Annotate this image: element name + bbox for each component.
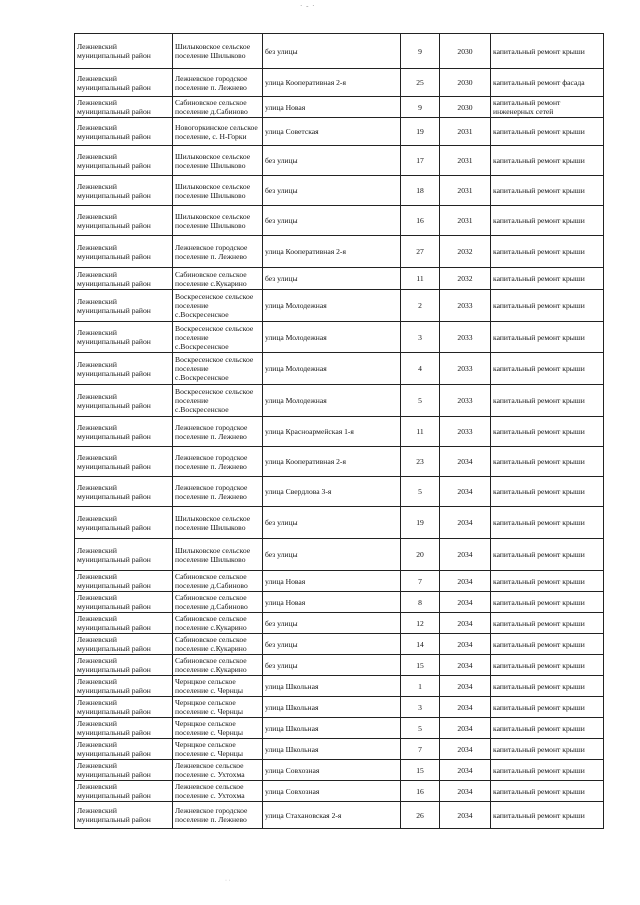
house-number-cell: 19 — [401, 507, 440, 539]
district-cell: Лежневский муниципальный район — [75, 760, 173, 781]
table-row — [75, 176, 604, 206]
work-type-cell: капитальный ремонт фасада — [491, 69, 604, 97]
work-type-cell: капитальный ремонт крыши — [491, 290, 604, 322]
work-type-cell: капитальный ремонт крыши — [491, 34, 604, 69]
district-cell: Лежневский муниципальный район — [75, 417, 173, 447]
work-type-cell: капитальный ремонт крыши — [491, 385, 604, 417]
district-cell: Лежневский муниципальный район — [75, 781, 173, 802]
table-row — [75, 655, 604, 676]
work-type-cell: капитальный ремонт крыши — [491, 634, 604, 655]
year-cell: 2034 — [440, 447, 491, 477]
house-number-cell: 7 — [401, 739, 440, 760]
table-row — [75, 539, 604, 571]
work-type-cell: капитальный ремонт крыши — [491, 571, 604, 592]
district-cell: Лежневский муниципальный район — [75, 592, 173, 613]
house-number-cell: 15 — [401, 655, 440, 676]
settlement-cell: Чернцкое сельское поселение с. Чернцы — [173, 676, 263, 697]
year-cell: 2034 — [440, 718, 491, 739]
settlement-cell: Лежневское городское поселение п. Лежнево — [173, 417, 263, 447]
street-cell: улица Красноармейская 1-я — [263, 417, 401, 447]
street-cell: улица Советская — [263, 118, 401, 146]
year-cell: 2034 — [440, 760, 491, 781]
settlement-cell: Воскресенское сельское поселение с.Воскресенское — [173, 353, 263, 385]
district-cell: Лежневский муниципальный район — [75, 118, 173, 146]
settlement-cell: Новогоркинское сельское поселение, с. Н-Горки — [173, 118, 263, 146]
district-cell: Лежневский муниципальный район — [75, 322, 173, 353]
work-type-cell: капитальный ремонт крыши — [491, 417, 604, 447]
table-row — [75, 146, 604, 176]
house-number-cell: 27 — [401, 236, 440, 268]
work-type-cell: капитальный ремонт крыши — [491, 613, 604, 634]
table-row — [75, 206, 604, 236]
district-cell: Лежневский муниципальный район — [75, 34, 173, 69]
year-cell: 2034 — [440, 739, 491, 760]
work-type-cell: капитальный ремонт инженерных сетей — [491, 97, 604, 118]
settlement-cell: Лежневское городское поселение п. Лежнево — [173, 69, 263, 97]
house-number-cell: 17 — [401, 146, 440, 176]
settlement-cell: Шилыковское сельское поселение Шилыково — [173, 146, 263, 176]
district-cell: Лежневский муниципальный район — [75, 97, 173, 118]
table-row — [75, 353, 604, 385]
work-type-cell: капитальный ремонт крыши — [491, 781, 604, 802]
settlement-cell: Шилыковское сельское поселение Шилыково — [173, 507, 263, 539]
work-type-cell: капитальный ремонт крыши — [491, 118, 604, 146]
settlement-cell: Лежневское городское поселение п. Лежнево — [173, 447, 263, 477]
district-cell: Лежневский муниципальный район — [75, 353, 173, 385]
table-row — [75, 697, 604, 718]
table-row — [75, 417, 604, 447]
house-number-cell: 8 — [401, 592, 440, 613]
year-cell: 2034 — [440, 781, 491, 802]
district-cell: Лежневский муниципальный район — [75, 571, 173, 592]
year-cell: 2033 — [440, 417, 491, 447]
year-cell: 2034 — [440, 697, 491, 718]
district-cell: Лежневский муниципальный район — [75, 739, 173, 760]
table-row — [75, 507, 604, 539]
house-number-cell: 5 — [401, 385, 440, 417]
house-number-cell: 15 — [401, 760, 440, 781]
year-cell: 2032 — [440, 236, 491, 268]
year-cell: 2034 — [440, 477, 491, 507]
house-number-cell: 16 — [401, 206, 440, 236]
settlement-cell: Воскресенское сельское поселение с.Воскресенское — [173, 290, 263, 322]
street-cell: улица Молодежная — [263, 353, 401, 385]
house-number-cell: 18 — [401, 176, 440, 206]
year-cell: 2034 — [440, 507, 491, 539]
year-cell: 2034 — [440, 676, 491, 697]
settlement-cell: Сабиновское сельское поселение д.Сабиново — [173, 97, 263, 118]
table-row — [75, 118, 604, 146]
table-row — [75, 739, 604, 760]
house-number-cell: 9 — [401, 34, 440, 69]
district-cell: Лежневский муниципальный район — [75, 206, 173, 236]
table-row — [75, 69, 604, 97]
table-row — [75, 613, 604, 634]
district-cell: Лежневский муниципальный район — [75, 176, 173, 206]
settlement-cell: Сабиновское сельское поселение с.Кукарино — [173, 613, 263, 634]
year-cell: 2030 — [440, 97, 491, 118]
year-cell: 2034 — [440, 634, 491, 655]
house-number-cell: 16 — [401, 781, 440, 802]
year-cell: 2032 — [440, 268, 491, 290]
table-row — [75, 592, 604, 613]
work-type-cell: капитальный ремонт крыши — [491, 146, 604, 176]
settlement-cell: Сабиновское сельское поселение д.Сабиново — [173, 592, 263, 613]
street-cell: улица Кооперативная 2-я — [263, 236, 401, 268]
house-number-cell: 20 — [401, 539, 440, 571]
settlement-cell: Лежневское городское поселение п. Лежнево — [173, 236, 263, 268]
year-cell: 2033 — [440, 322, 491, 353]
district-cell: Лежневский муниципальный район — [75, 676, 173, 697]
year-cell: 2031 — [440, 176, 491, 206]
street-cell: без улицы — [263, 176, 401, 206]
work-type-cell: капитальный ремонт крыши — [491, 592, 604, 613]
year-cell: 2031 — [440, 146, 491, 176]
street-cell: без улицы — [263, 613, 401, 634]
table-row — [75, 781, 604, 802]
work-type-cell: капитальный ремонт крыши — [491, 739, 604, 760]
table-row — [75, 268, 604, 290]
house-number-cell: 1 — [401, 676, 440, 697]
table-body — [75, 34, 604, 829]
street-cell: без улицы — [263, 146, 401, 176]
street-cell: улица Молодежная — [263, 290, 401, 322]
street-cell: улица Молодежная — [263, 322, 401, 353]
district-cell: Лежневский муниципальный район — [75, 507, 173, 539]
street-cell: без улицы — [263, 34, 401, 69]
house-number-cell: 3 — [401, 322, 440, 353]
house-number-cell: 12 — [401, 613, 440, 634]
work-type-cell: капитальный ремонт крыши — [491, 206, 604, 236]
settlement-cell: Воскресенское сельское поселение с.Воскресенское — [173, 385, 263, 417]
district-cell: Лежневский муниципальный район — [75, 718, 173, 739]
settlement-cell: Лежневское сельское поселение с. Ухтохма — [173, 760, 263, 781]
street-cell: улица Совхозная — [263, 781, 401, 802]
year-cell: 2034 — [440, 802, 491, 829]
street-cell: улица Школьная — [263, 676, 401, 697]
settlement-cell: Лежневское городское поселение п. Лежнево — [173, 477, 263, 507]
settlement-cell: Чернцкое сельское поселение с. Чернцы — [173, 697, 263, 718]
street-cell: улица Совхозная — [263, 760, 401, 781]
district-cell: Лежневский муниципальный район — [75, 802, 173, 829]
house-number-cell: 3 — [401, 697, 440, 718]
table-row — [75, 718, 604, 739]
table-row — [75, 97, 604, 118]
table-row — [75, 802, 604, 829]
year-cell: 2030 — [440, 34, 491, 69]
house-number-cell: 11 — [401, 268, 440, 290]
district-cell: Лежневский муниципальный район — [75, 655, 173, 676]
work-type-cell: капитальный ремонт крыши — [491, 236, 604, 268]
district-cell: Лежневский муниципальный район — [75, 236, 173, 268]
table-row — [75, 447, 604, 477]
house-number-cell: 25 — [401, 69, 440, 97]
house-number-cell: 19 — [401, 118, 440, 146]
street-cell: улица Школьная — [263, 697, 401, 718]
year-cell: 2030 — [440, 69, 491, 97]
table-row — [75, 34, 604, 69]
table-row — [75, 634, 604, 655]
table-row — [75, 477, 604, 507]
work-type-cell: капитальный ремонт крыши — [491, 655, 604, 676]
settlement-cell: Лежневское городское поселение п. Лежнево — [173, 802, 263, 829]
street-cell: улица Новая — [263, 571, 401, 592]
street-cell: без улицы — [263, 655, 401, 676]
house-number-cell: 14 — [401, 634, 440, 655]
year-cell: 2033 — [440, 290, 491, 322]
settlement-cell: Шилыковское сельское поселение Шилыково — [173, 176, 263, 206]
street-cell: улица Новая — [263, 592, 401, 613]
district-cell: Лежневский муниципальный район — [75, 477, 173, 507]
settlement-cell: Шилыковское сельское поселение Шилыково — [173, 206, 263, 236]
street-cell: улица Новая — [263, 97, 401, 118]
street-cell: без улицы — [263, 634, 401, 655]
settlement-cell: Шилыковское сельское поселение Шилыково — [173, 539, 263, 571]
work-type-cell: капитальный ремонт крыши — [491, 802, 604, 829]
year-cell: 2034 — [440, 539, 491, 571]
district-cell: Лежневский муниципальный район — [75, 697, 173, 718]
street-cell: улица Стахановская 2-я — [263, 802, 401, 829]
street-cell: улица Школьная — [263, 718, 401, 739]
table-row — [75, 322, 604, 353]
work-type-cell: капитальный ремонт крыши — [491, 718, 604, 739]
year-cell: 2033 — [440, 385, 491, 417]
district-cell: Лежневский муниципальный район — [75, 385, 173, 417]
house-number-cell: 26 — [401, 802, 440, 829]
district-cell: Лежневский муниципальный район — [75, 634, 173, 655]
work-type-cell: капитальный ремонт крыши — [491, 176, 604, 206]
repair-schedule-table — [74, 33, 604, 829]
settlement-cell: Сабиновское сельское поселение с.Кукарино — [173, 655, 263, 676]
settlement-cell: Чернцкое сельское поселение с. Чернцы — [173, 739, 263, 760]
table-row — [75, 760, 604, 781]
district-cell: Лежневский муниципальный район — [75, 146, 173, 176]
house-number-cell: 7 — [401, 571, 440, 592]
house-number-cell: 9 — [401, 97, 440, 118]
table-row — [75, 676, 604, 697]
house-number-cell: 5 — [401, 477, 440, 507]
scan-specks: · · — [225, 878, 231, 884]
table-row — [75, 290, 604, 322]
year-cell: 2031 — [440, 206, 491, 236]
year-cell: 2034 — [440, 613, 491, 634]
house-number-cell: 23 — [401, 447, 440, 477]
district-cell: Лежневский муниципальный район — [75, 268, 173, 290]
district-cell: Лежневский муниципальный район — [75, 539, 173, 571]
settlement-cell: Сабиновское сельское поселение д.Сабиново — [173, 571, 263, 592]
street-cell: улица Кооперативная 2-я — [263, 69, 401, 97]
table-row — [75, 571, 604, 592]
street-cell: без улицы — [263, 539, 401, 571]
work-type-cell: капитальный ремонт крыши — [491, 697, 604, 718]
street-cell: без улицы — [263, 268, 401, 290]
street-cell: улица Свердлова 3-я — [263, 477, 401, 507]
year-cell: 2034 — [440, 571, 491, 592]
street-cell: без улицы — [263, 206, 401, 236]
district-cell: Лежневский муниципальный район — [75, 613, 173, 634]
work-type-cell: капитальный ремонт крыши — [491, 760, 604, 781]
settlement-cell: Сабиновское сельское поселение с.Кукарино — [173, 268, 263, 290]
house-number-cell: 11 — [401, 417, 440, 447]
work-type-cell: капитальный ремонт крыши — [491, 322, 604, 353]
street-cell: улица Школьная — [263, 739, 401, 760]
work-type-cell: капитальный ремонт крыши — [491, 477, 604, 507]
street-cell: улица Молодежная — [263, 385, 401, 417]
year-cell: 2034 — [440, 592, 491, 613]
year-cell: 2034 — [440, 655, 491, 676]
work-type-cell: капитальный ремонт крыши — [491, 447, 604, 477]
house-number-cell: 2 — [401, 290, 440, 322]
settlement-cell: Лежневское сельское поселение с. Ухтохма — [173, 781, 263, 802]
work-type-cell: капитальный ремонт крыши — [491, 353, 604, 385]
settlement-cell: Воскресенское сельское поселение с.Воскресенское — [173, 322, 263, 353]
year-cell: 2031 — [440, 118, 491, 146]
house-number-cell: 4 — [401, 353, 440, 385]
work-type-cell: капитальный ремонт крыши — [491, 539, 604, 571]
table-row — [75, 385, 604, 417]
page-header-mark: · - · — [300, 2, 316, 10]
street-cell: без улицы — [263, 507, 401, 539]
table-row — [75, 236, 604, 268]
settlement-cell: Шилыковское сельское поселение Шилыково — [173, 34, 263, 69]
year-cell: 2033 — [440, 353, 491, 385]
district-cell: Лежневский муниципальный район — [75, 69, 173, 97]
work-type-cell: капитальный ремонт крыши — [491, 676, 604, 697]
work-type-cell: капитальный ремонт крыши — [491, 268, 604, 290]
street-cell: улица Кооперативная 2-я — [263, 447, 401, 477]
settlement-cell: Сабиновское сельское поселение с.Кукарино — [173, 634, 263, 655]
work-type-cell: капитальный ремонт крыши — [491, 507, 604, 539]
house-number-cell: 5 — [401, 718, 440, 739]
settlement-cell: Чернцкое сельское поселение с. Чернцы — [173, 718, 263, 739]
district-cell: Лежневский муниципальный район — [75, 447, 173, 477]
district-cell: Лежневский муниципальный район — [75, 290, 173, 322]
